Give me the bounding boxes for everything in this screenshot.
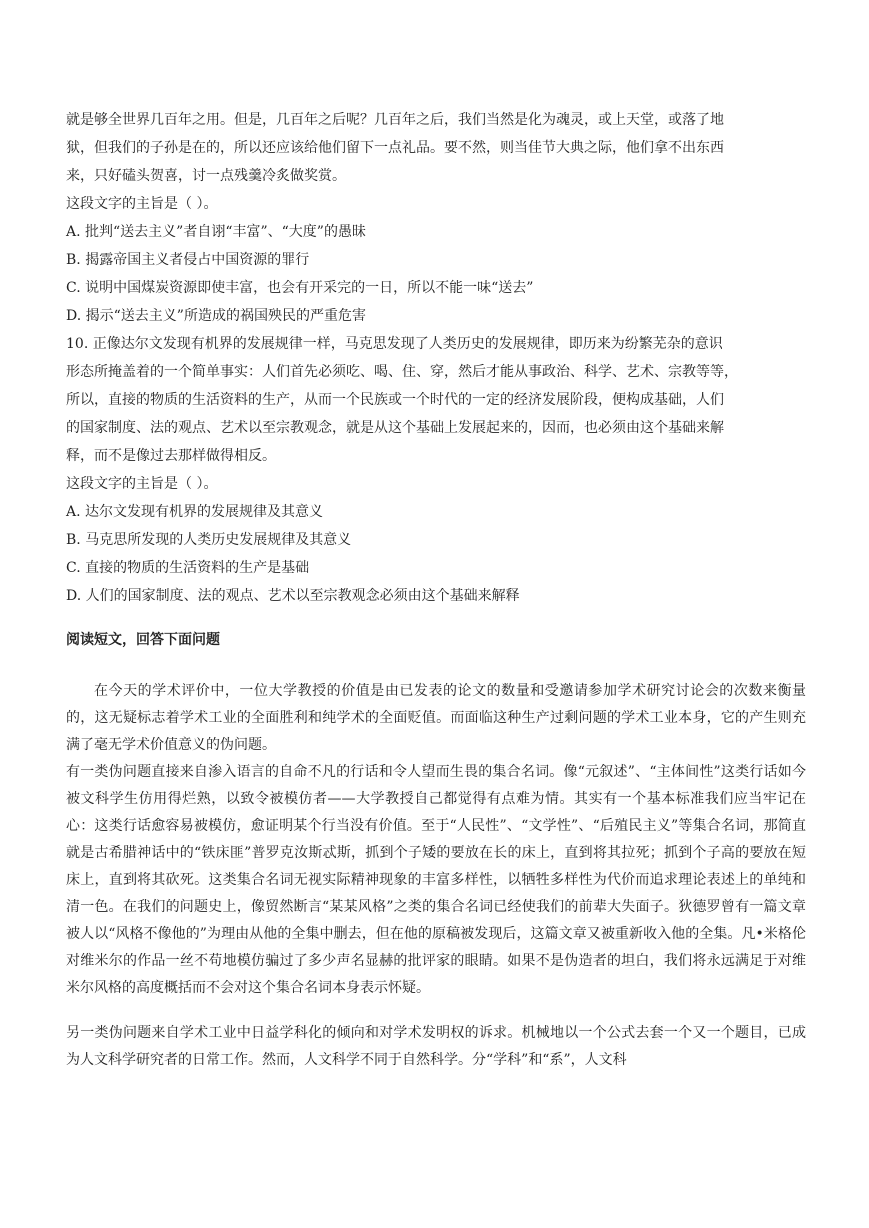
option-b: B. 揭露帝国主义者侵占中国资源的罪行 — [66, 252, 310, 268]
question-9 — [66, 106, 806, 330]
question-stem: 这段文字的主旨是（ ）。 — [66, 476, 218, 492]
passage-line: 的国家制度、法的观点、艺术以至宗教观念，就是从这个基础上发展起来的，因而，也必须由这个基础来解 — [66, 420, 724, 436]
reading-paragraph-3: 另一类伪问题来自学术工业中日益学科化的倾向和对学术发明权的诉求。机械地以一个公式去套一个又一个题目，已成为人文科学研究者的日常工作。然而，人文科学不同于自然科学。分“学科”和“系”，人文科 — [66, 1025, 806, 1068]
option-c: C. 说明中国煤炭资源即使丰富，也会有开采完的一日，所以不能一味“送去” — [66, 280, 534, 296]
passage-line: 形态所掩盖着的一个简单事实：人们首先必须吃、喝、住、穿，然后才能从事政治、科学、艺术、宗教等等， — [66, 364, 738, 380]
option-a: A. 达尔文发现有机界的发展规律及其意义 — [66, 504, 324, 520]
passage-line: 狱，但我们的子孙是在的，所以还应该给他们留下一点礼品。要不然，则当佳节大典之际，他们拿不出东西 — [66, 140, 724, 156]
question-10 — [66, 330, 806, 610]
option-d: D. 人们的国家制度、法的观点、艺术以至宗教观念必须由这个基础来解释 — [66, 588, 520, 604]
option-d: D. 揭示“送去主义”所造成的祸国殃民的严重危害 — [66, 308, 366, 324]
option-b: B. 马克思所发现的人类历史发展规律及其意义 — [66, 532, 352, 548]
question-stem: 这段文字的主旨是（ ）。 — [66, 196, 218, 212]
passage-line: 10. 正像达尔文发现有机界的发展规律一样，马克思发现了人类历史的发展规律，即历来为纷繁芜杂的意识 — [66, 336, 723, 352]
passage-line: 所以，直接的物质的生活资料的生产，从而一个民族或一个时代的一定的经济发展阶段，便构成基础，人们 — [66, 392, 724, 408]
passage-line: 就是够全世界几百年之用。但是，几百年之后呢？几百年之后，我们当然是化为魂灵，或上天堂，或落了地 — [66, 112, 724, 128]
document-page — [66, 106, 806, 1074]
reading-paragraph-2: 有一类伪问题直接来自渗入语言的自命不凡的行话和令人望而生畏的集合名词。像“元叙述”、“主体间性”这类行话如今被文科学生仿用得烂熟，以致令被模仿者——大学教授自己都觉得有点难为情。其实有一个基本标准我们应当牢记在心：这类行话愈容易被模仿，愈证明某个行当没有价值。至于“人民性”、“文学性”、“后殖民主义”等集合名词，那简直就是古希腊神话中的“铁床匪”普罗克汝斯忒斯，抓到个子矮的要放在长的床上，直到将其拉死；抓到个子高的要放在短床上，直到将其砍死。这类集合名词无视实际精神现象的丰富多样性，以牺牲多样性为代价而追求理论表述上的单纯和清一色。在我们的问题史上，像贸然断言“某某风格”之类的集合名词已经使我们的前辈大失面子。狄德罗曾有一篇文章被人以“风格不像他的”为理由从他的全集中删去，但在他的原稿被发现后，这篇文章又被重新收入他的全集。凡•米格伦对维米尔的作品一丝不苟地模仿骗过了多少声名显赫的批评家的眼睛。如果不是伪造者的坦白，我们将永远满足于对维米尔风格的高度概括而不会对这个集合名词本身表示怀疑。 — [66, 764, 806, 996]
paragraph-gap — [66, 1002, 806, 1020]
option-c: C. 直接的物质的生活资料的生产是基础 — [66, 560, 310, 576]
passage-line: 来，只好磕头贺喜，讨一点残羹冷炙做奖赏。 — [66, 168, 346, 184]
reading-paragraph-1: 在今天的学术评价中，一位大学教授的价值是由已发表的论文的数量和受邀请参加学术研究讨论会的次数来衡量的，这无疑标志着学术工业的全面胜利和纯学术的全面贬值。而面临这种生产过剩问题的学术工业本身，它的产生则充满了毫无学术价值意义的伪问题。 — [66, 683, 806, 753]
passage-line: 释，而不是像过去那样做得相反。 — [66, 448, 276, 464]
section-heading: 阅读短文，回答下面问题 — [66, 632, 220, 648]
option-a: A. 批判“送去主义”者自诩“丰富”、“大度”的愚昧 — [66, 224, 366, 240]
